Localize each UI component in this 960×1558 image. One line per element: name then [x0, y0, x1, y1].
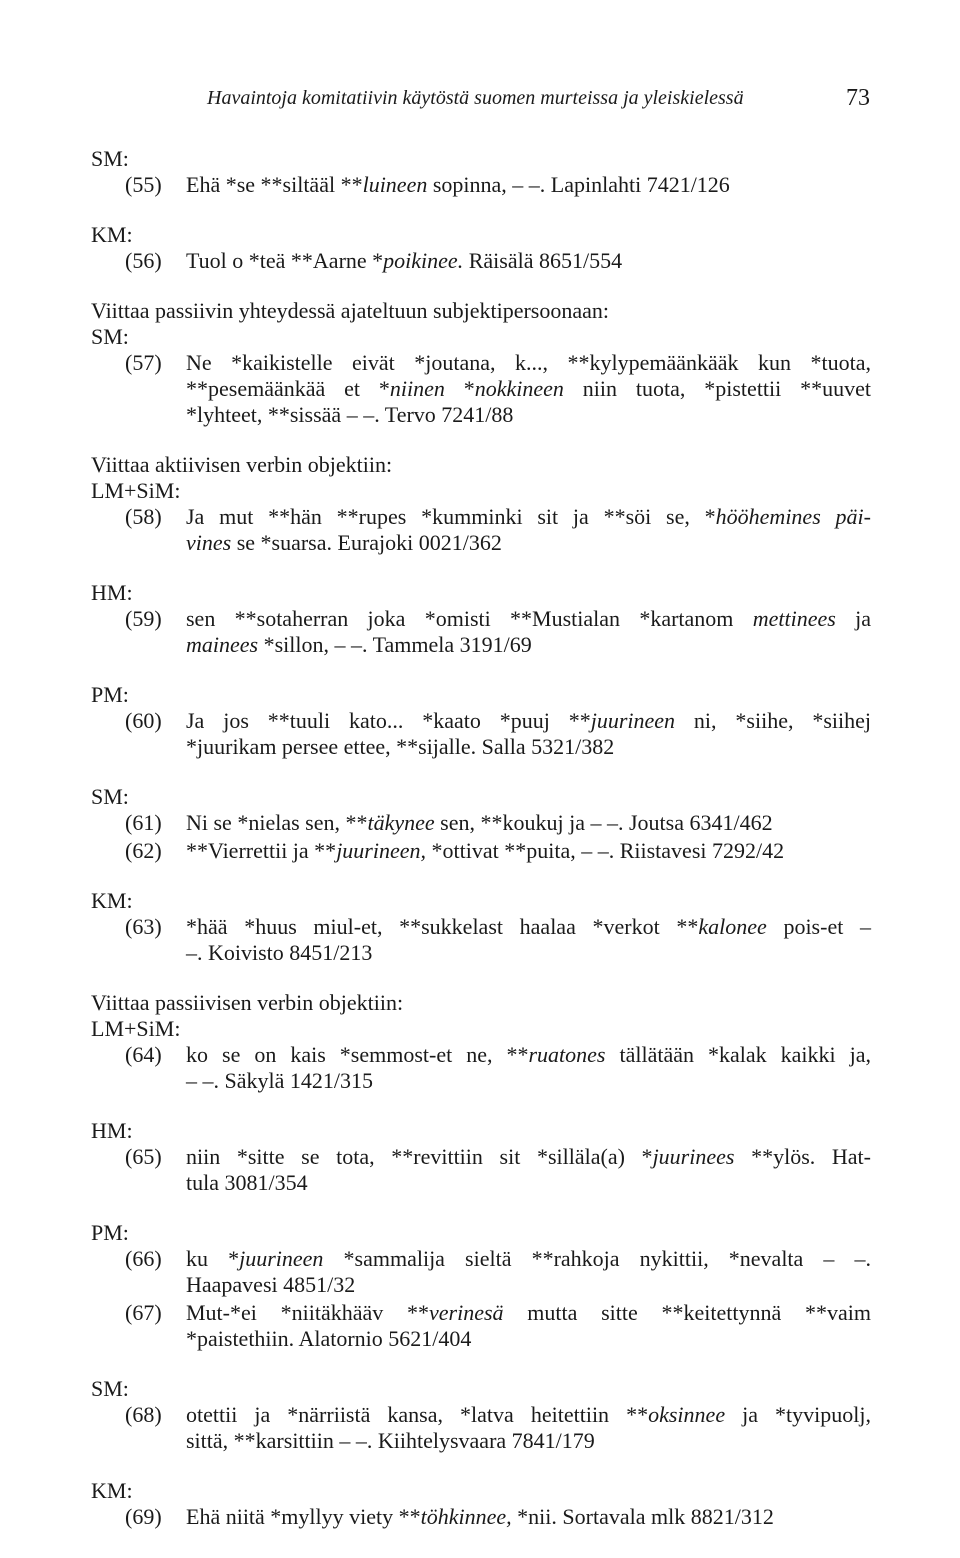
text-run: se *suarsa. Eurajoki 0021/362 — [231, 530, 502, 555]
example-line — [186, 1504, 871, 1530]
example-item — [91, 1144, 871, 1196]
example-text — [186, 504, 871, 556]
example-number: (59) — [125, 606, 162, 631]
text-run: niin tuota, *pistettii **uuvet — [563, 376, 872, 401]
example-line — [186, 606, 871, 632]
italic-word: poikinee. — [383, 248, 464, 273]
example-number: (69) — [125, 1504, 162, 1529]
example-number: (63) — [125, 914, 162, 939]
text-run: **Vierrettii ja ** — [186, 838, 337, 863]
section-intro: Viittaa aktiivisen verbin objektiin: — [91, 452, 393, 477]
example-number: (62) — [125, 838, 162, 863]
example-section — [91, 888, 871, 966]
italic-word: mainees — [186, 632, 259, 657]
dialect-label: LM+SiM: — [91, 1016, 181, 1041]
example-line — [186, 940, 871, 966]
dialect-label: PM: — [91, 1220, 129, 1245]
dialect-label: LM+SiM: — [91, 478, 181, 503]
page-body — [91, 146, 871, 1530]
dialect-label: KM: — [91, 222, 133, 247]
text-run: ko se on kais *semmost-et ne, ** — [186, 1042, 529, 1067]
dialect-label: SM: — [91, 146, 129, 171]
text-run: tällätään *kalak kaikki ja, — [605, 1042, 871, 1067]
italic-word: oksinnee — [648, 1402, 726, 1427]
example-text — [186, 1246, 871, 1298]
text-run: **ylös. Hat- — [734, 1144, 871, 1169]
text-run: ku * — [186, 1246, 240, 1271]
example-line — [186, 1428, 871, 1454]
text-run: *sammalija sieltä **rahkoja nykittii, *nevalta – –. — [323, 1246, 871, 1271]
text-run: Tuol o *teä **Aarne * — [186, 248, 384, 273]
example-item — [91, 914, 871, 966]
text-run: Ja jos **tuuli kato... *kaato *puuj ** — [186, 708, 591, 733]
example-text — [186, 1402, 871, 1454]
example-number: (66) — [125, 1246, 162, 1271]
example-text — [186, 248, 871, 274]
example-line — [186, 1042, 871, 1068]
text-run: ja *tyvipuolj, — [725, 1402, 871, 1427]
text-run: Ne *kaikistelle eivät *joutana, k..., **kylypemäänkääk kun *tuota, — [186, 350, 871, 375]
text-run: sen **sotaherran joka *omisti **Mustialan *kartanom — [186, 606, 753, 631]
section-intro: Viittaa passiivin yhteydessä ajateltuun subjektipersoonaan: — [91, 298, 609, 323]
example-number: (67) — [125, 1300, 162, 1325]
italic-word: kalonee — [698, 914, 767, 939]
text-run: Ni se *nielas sen, ** — [186, 810, 368, 835]
italic-word: niinen — [389, 376, 445, 401]
text-run: niin *sitte se tota, **revittiin sit *silläla(a) * — [186, 1144, 653, 1169]
example-text — [186, 1300, 871, 1352]
example-number: (68) — [125, 1402, 162, 1427]
text-run: *paistethiin. Alatornio 5621/404 — [186, 1326, 472, 1351]
example-number: (55) — [125, 172, 162, 197]
example-number: (56) — [125, 248, 162, 273]
section-intro: Viittaa passiivisen verbin objektiin: — [91, 990, 404, 1015]
example-section — [91, 990, 871, 1094]
example-section — [91, 222, 871, 274]
example-line — [186, 350, 871, 376]
text-run: – –. Säkylä 1421/315 — [186, 1068, 373, 1093]
example-section — [91, 784, 871, 864]
example-number: (60) — [125, 708, 162, 733]
dialect-label: PM: — [91, 682, 129, 707]
example-line — [186, 632, 871, 658]
example-item — [91, 172, 871, 198]
italic-word: nokkineen — [474, 376, 564, 401]
example-item — [91, 1504, 871, 1530]
example-text — [186, 810, 871, 836]
example-item — [91, 606, 871, 658]
example-line — [186, 1326, 871, 1352]
dialect-label: HM: — [91, 580, 133, 605]
text-run: *sillon, – –. Tammela 3191/69 — [258, 632, 532, 657]
example-line — [186, 1068, 871, 1094]
dialect-label: SM: — [91, 1376, 129, 1401]
example-line — [186, 1170, 871, 1196]
example-line — [186, 1402, 871, 1428]
example-section — [91, 298, 871, 428]
example-text — [186, 606, 871, 658]
text-run: Mut-*ei *niitäkhääv ** — [186, 1300, 429, 1325]
text-run: –. Koivisto 8451/213 — [186, 940, 373, 965]
text-run: * — [444, 376, 475, 401]
example-section — [91, 1376, 871, 1454]
example-line — [186, 708, 871, 734]
example-item — [91, 1402, 871, 1454]
text-run: ni, *siihe, *siihej — [675, 708, 871, 733]
example-line — [186, 248, 871, 274]
italic-word: täkynee — [367, 810, 435, 835]
example-line — [186, 914, 871, 940]
text-run: sittä, **karsittiin – –. Kiihtelysvaara 7841/179 — [186, 1428, 595, 1453]
text-run: mutta sitte **keitettynnä **vaim — [503, 1300, 871, 1325]
example-item — [91, 248, 871, 274]
example-line — [186, 376, 871, 402]
example-text — [186, 838, 871, 864]
example-item — [91, 708, 871, 760]
italic-word: verinesä — [429, 1300, 504, 1325]
example-item — [91, 350, 871, 428]
text-run: sopinna, – –. Lapinlahti 7421/126 — [427, 172, 730, 197]
example-number: (65) — [125, 1144, 162, 1169]
example-item — [91, 838, 871, 864]
example-text — [186, 914, 871, 966]
text-run: pois-et – — [766, 914, 871, 939]
example-line — [186, 504, 871, 530]
italic-word: luineen — [362, 172, 428, 197]
example-item — [91, 504, 871, 556]
example-line — [186, 1272, 871, 1298]
example-text — [186, 1504, 871, 1530]
page-header — [0, 82, 960, 114]
text-run: *hää *huus miul-et, **sukkelast haalaa *verkot ** — [186, 914, 699, 939]
example-text — [186, 350, 871, 428]
example-line — [186, 1300, 871, 1326]
example-item — [91, 1300, 871, 1352]
text-run: otettii ja *närriistä kansa, *latva heitettiin ** — [186, 1402, 649, 1427]
dialect-label: SM: — [91, 324, 129, 349]
dialect-label: SM: — [91, 784, 129, 809]
example-number: (58) — [125, 504, 162, 529]
example-section — [91, 146, 871, 198]
example-section — [91, 1478, 871, 1530]
text-run: *juurikam persee ettee, **sijalle. Salla 5321/382 — [186, 734, 615, 759]
italic-word: juurineen — [590, 708, 676, 733]
example-item — [91, 810, 871, 836]
example-number: (64) — [125, 1042, 162, 1067]
example-line — [186, 1246, 871, 1272]
text-run: **pesemäänkää et * — [186, 376, 390, 401]
text-run: *nii. Sortavala mlk 8821/312 — [511, 1504, 774, 1529]
example-line — [186, 172, 871, 198]
text-run: Räisälä 8651/554 — [463, 248, 623, 273]
example-section — [91, 580, 871, 658]
example-line — [186, 402, 871, 428]
example-section — [91, 452, 871, 556]
example-text — [186, 1042, 871, 1094]
dialect-label: KM: — [91, 1478, 133, 1503]
example-line — [186, 734, 871, 760]
text-run: Ehä niitä *myllyy viety ** — [186, 1504, 421, 1529]
example-line — [186, 530, 871, 556]
example-text — [186, 1144, 871, 1196]
running-title: Havaintoja komitatiivin käytöstä suomen murteissa ja yleiskielessä — [207, 87, 744, 109]
italic-word: töhkinnee, — [420, 1504, 512, 1529]
italic-word: vines — [186, 530, 232, 555]
example-number: (57) — [125, 350, 162, 375]
text-run: Haapavesi 4851/32 — [186, 1272, 356, 1297]
example-text — [186, 172, 871, 198]
text-run: *ottivat **puita, – –. Riistavesi 7292/42 — [426, 838, 785, 863]
example-section — [91, 1220, 871, 1352]
example-line — [186, 810, 871, 836]
example-number: (61) — [125, 810, 162, 835]
example-item — [91, 1246, 871, 1298]
italic-word: juurineen — [239, 1246, 324, 1271]
page-number: 73 — [846, 85, 870, 111]
example-section — [91, 682, 871, 760]
text-run: ja — [835, 606, 871, 631]
text-run: Ehä *se **siltääl ** — [186, 172, 363, 197]
example-line — [186, 838, 871, 864]
example-line — [186, 1144, 871, 1170]
text-run: Ja mut **hän **rupes *kumminki sit ja **söi se, * — [186, 504, 716, 529]
dialect-label: KM: — [91, 888, 133, 913]
example-section — [91, 1118, 871, 1196]
text-run: *lyhteet, **sissää – –. Tervo 7241/88 — [186, 402, 514, 427]
italic-word: mettinees — [752, 606, 836, 631]
italic-word: juurineen, — [336, 838, 427, 863]
dialect-label: HM: — [91, 1118, 133, 1143]
example-text — [186, 708, 871, 760]
italic-word: juurinees — [652, 1144, 735, 1169]
text-run: sen, **koukuj ja – –. Joutsa 6341/462 — [434, 810, 773, 835]
example-item — [91, 1042, 871, 1094]
text-run: tula 3081/354 — [186, 1170, 308, 1195]
italic-word: hööhemines päi- — [715, 504, 871, 529]
italic-word: ruatones — [528, 1042, 606, 1067]
